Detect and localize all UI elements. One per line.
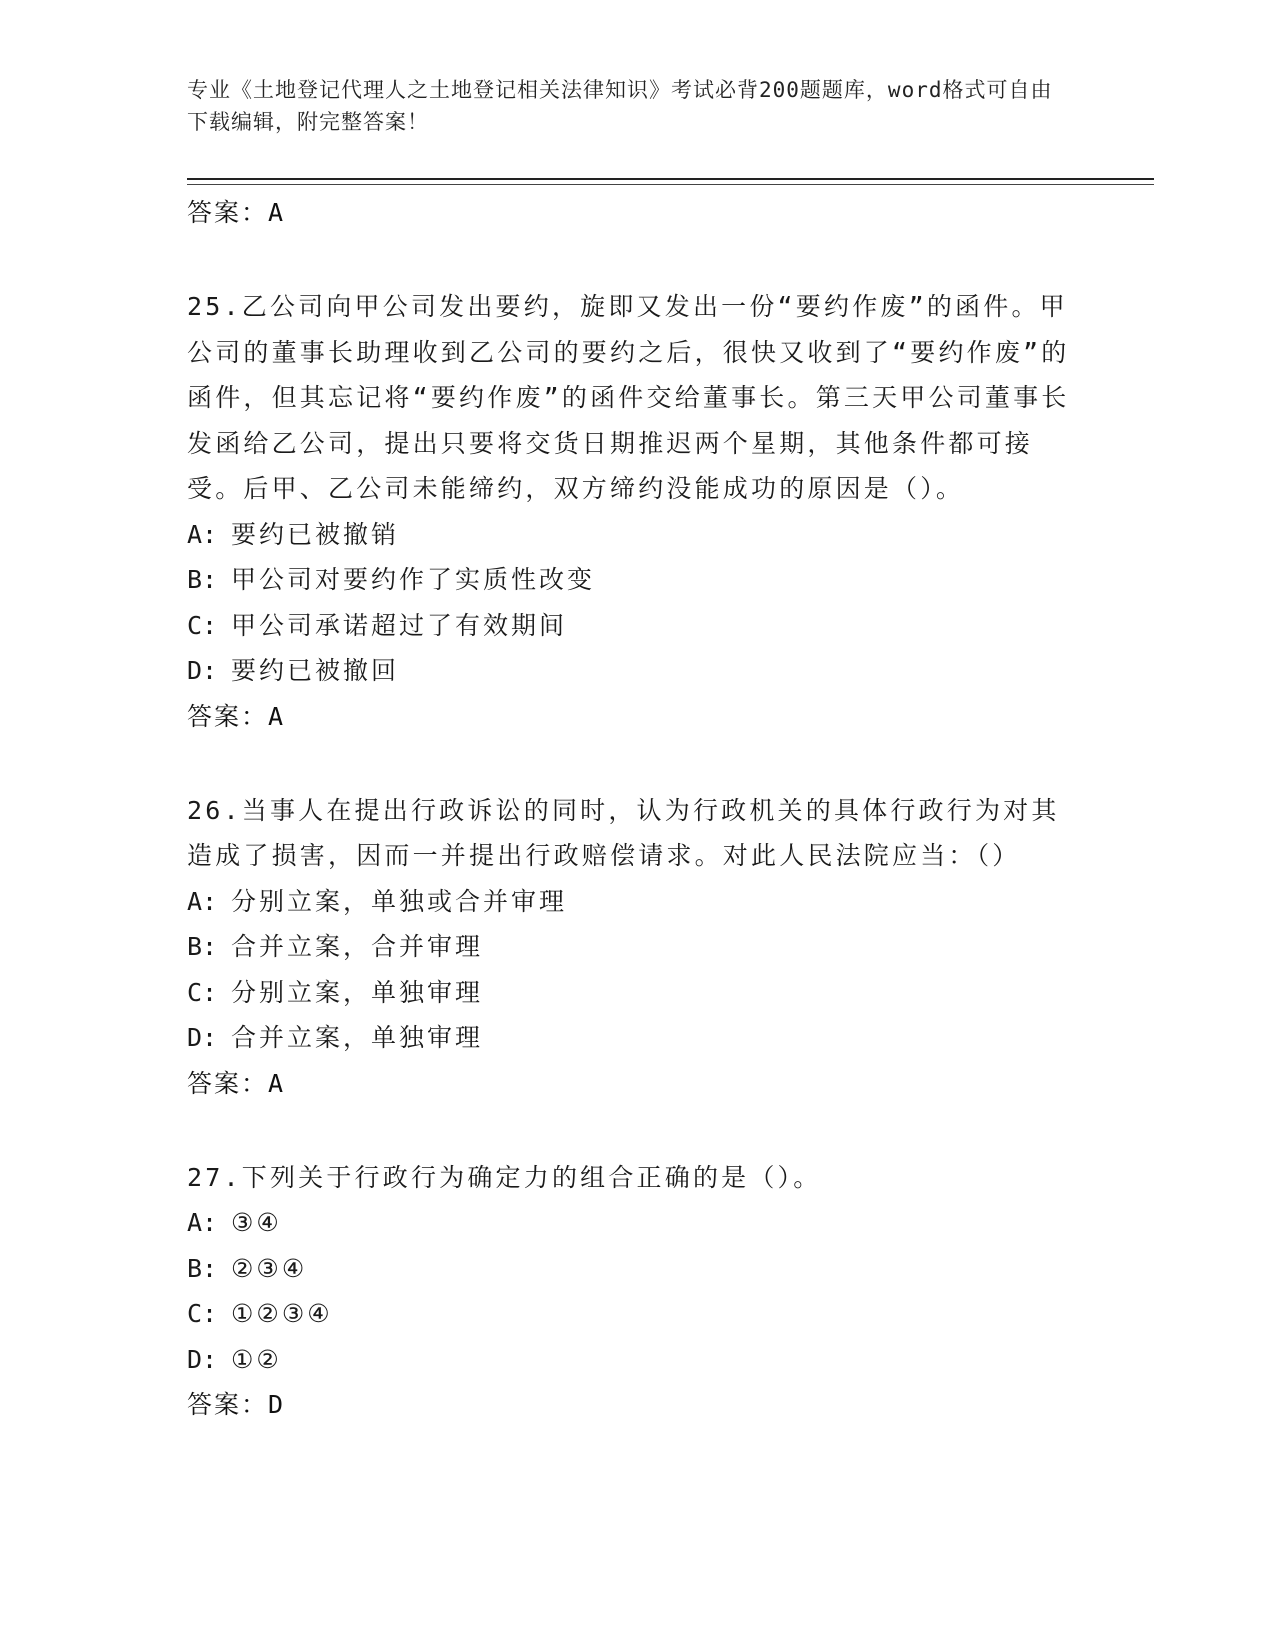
option-key: C: — [187, 610, 218, 640]
header-rule-thick — [187, 178, 1154, 180]
answer-label: 答案： — [187, 198, 269, 227]
option-b — [187, 1246, 1077, 1292]
answer-label: 答案： — [187, 1068, 269, 1098]
option-key: A: — [187, 1208, 218, 1237]
option-b — [187, 924, 1077, 970]
option-key: D: — [187, 1344, 218, 1374]
document-header: 专业《土地登记代理人之土地登记相关法律知识》考试必背200题题库，word格式可自由下载编辑，附完整答案！ — [187, 78, 1053, 134]
option-text: ③④ — [231, 1208, 282, 1237]
option-d — [187, 1015, 1077, 1061]
answer-line — [187, 694, 1077, 740]
answer-line-prev — [187, 190, 1077, 236]
option-key: C: — [187, 977, 218, 1007]
answer-line — [187, 1061, 1077, 1107]
option-d — [187, 648, 1077, 694]
answer-value: D — [268, 1390, 286, 1419]
answer-value: A — [268, 701, 286, 731]
option-text: ①②③④ — [231, 1299, 333, 1328]
option-text: ②③④ — [231, 1253, 308, 1283]
option-text: 要约已被撤回 — [231, 656, 400, 685]
option-a — [187, 879, 1077, 925]
option-b — [187, 557, 1077, 603]
option-text: 合并立案，合并审理 — [231, 932, 484, 961]
option-text: ①② — [231, 1344, 282, 1374]
option-key: A: — [187, 886, 218, 916]
option-d — [187, 1337, 1077, 1383]
answer-value: A — [268, 198, 286, 227]
document-body — [187, 190, 1077, 1428]
question-stem: 27.下列关于行政行为确定力的组合正确的是（）。 — [187, 1162, 822, 1192]
answer-line — [187, 1382, 1077, 1428]
question-25 — [187, 284, 1077, 740]
option-text: 甲公司承诺超过了有效期间 — [231, 610, 568, 640]
option-key: B: — [187, 1253, 218, 1283]
answer-value: A — [268, 1068, 286, 1098]
header-rule-thin — [187, 184, 1154, 185]
option-c — [187, 970, 1077, 1016]
question-27 — [187, 1155, 1077, 1429]
answer-label: 答案： — [187, 701, 269, 731]
option-a — [187, 512, 1077, 558]
question-stem: 26.当事人在提出行政诉讼的同时，认为行政机关的具体行政行为对其造成了损害，因而一并提出行政赔偿请求。对此人民法院应当：（） — [187, 795, 1060, 870]
answer-label: 答案： — [187, 1390, 269, 1419]
option-text: 甲公司对要约作了实质性改变 — [231, 565, 596, 594]
option-a — [187, 1200, 1077, 1246]
option-text: 合并立案，单独审理 — [231, 1023, 484, 1052]
option-c — [187, 1291, 1077, 1337]
option-c — [187, 603, 1077, 649]
option-text: 分别立案，单独或合并审理 — [231, 886, 568, 916]
option-key: D: — [187, 1023, 218, 1052]
option-key: D: — [187, 656, 218, 685]
option-text: 分别立案，单独审理 — [231, 977, 484, 1007]
option-key: C: — [187, 1299, 218, 1328]
option-key: A: — [187, 519, 218, 549]
question-stem: 25.乙公司向甲公司发出要约，旋即又发出一份“要约作废”的函件。甲公司的董事长助理收到乙公司的要约之后，很快又收到了“要约作废”的函件，但其忘记将“要约作废”的函件交给董事长。第三天甲公司董事长发函给乙公司，提出只要将交货日期推迟两个星期，其他条件都可接受。后甲、乙公司未能缔约，双方缔约没能成功的原因是（）。 — [187, 292, 1070, 503]
option-text: 要约已被撤销 — [231, 519, 400, 549]
option-key: B: — [187, 932, 218, 961]
question-26 — [187, 788, 1077, 1107]
option-key: B: — [187, 565, 218, 594]
